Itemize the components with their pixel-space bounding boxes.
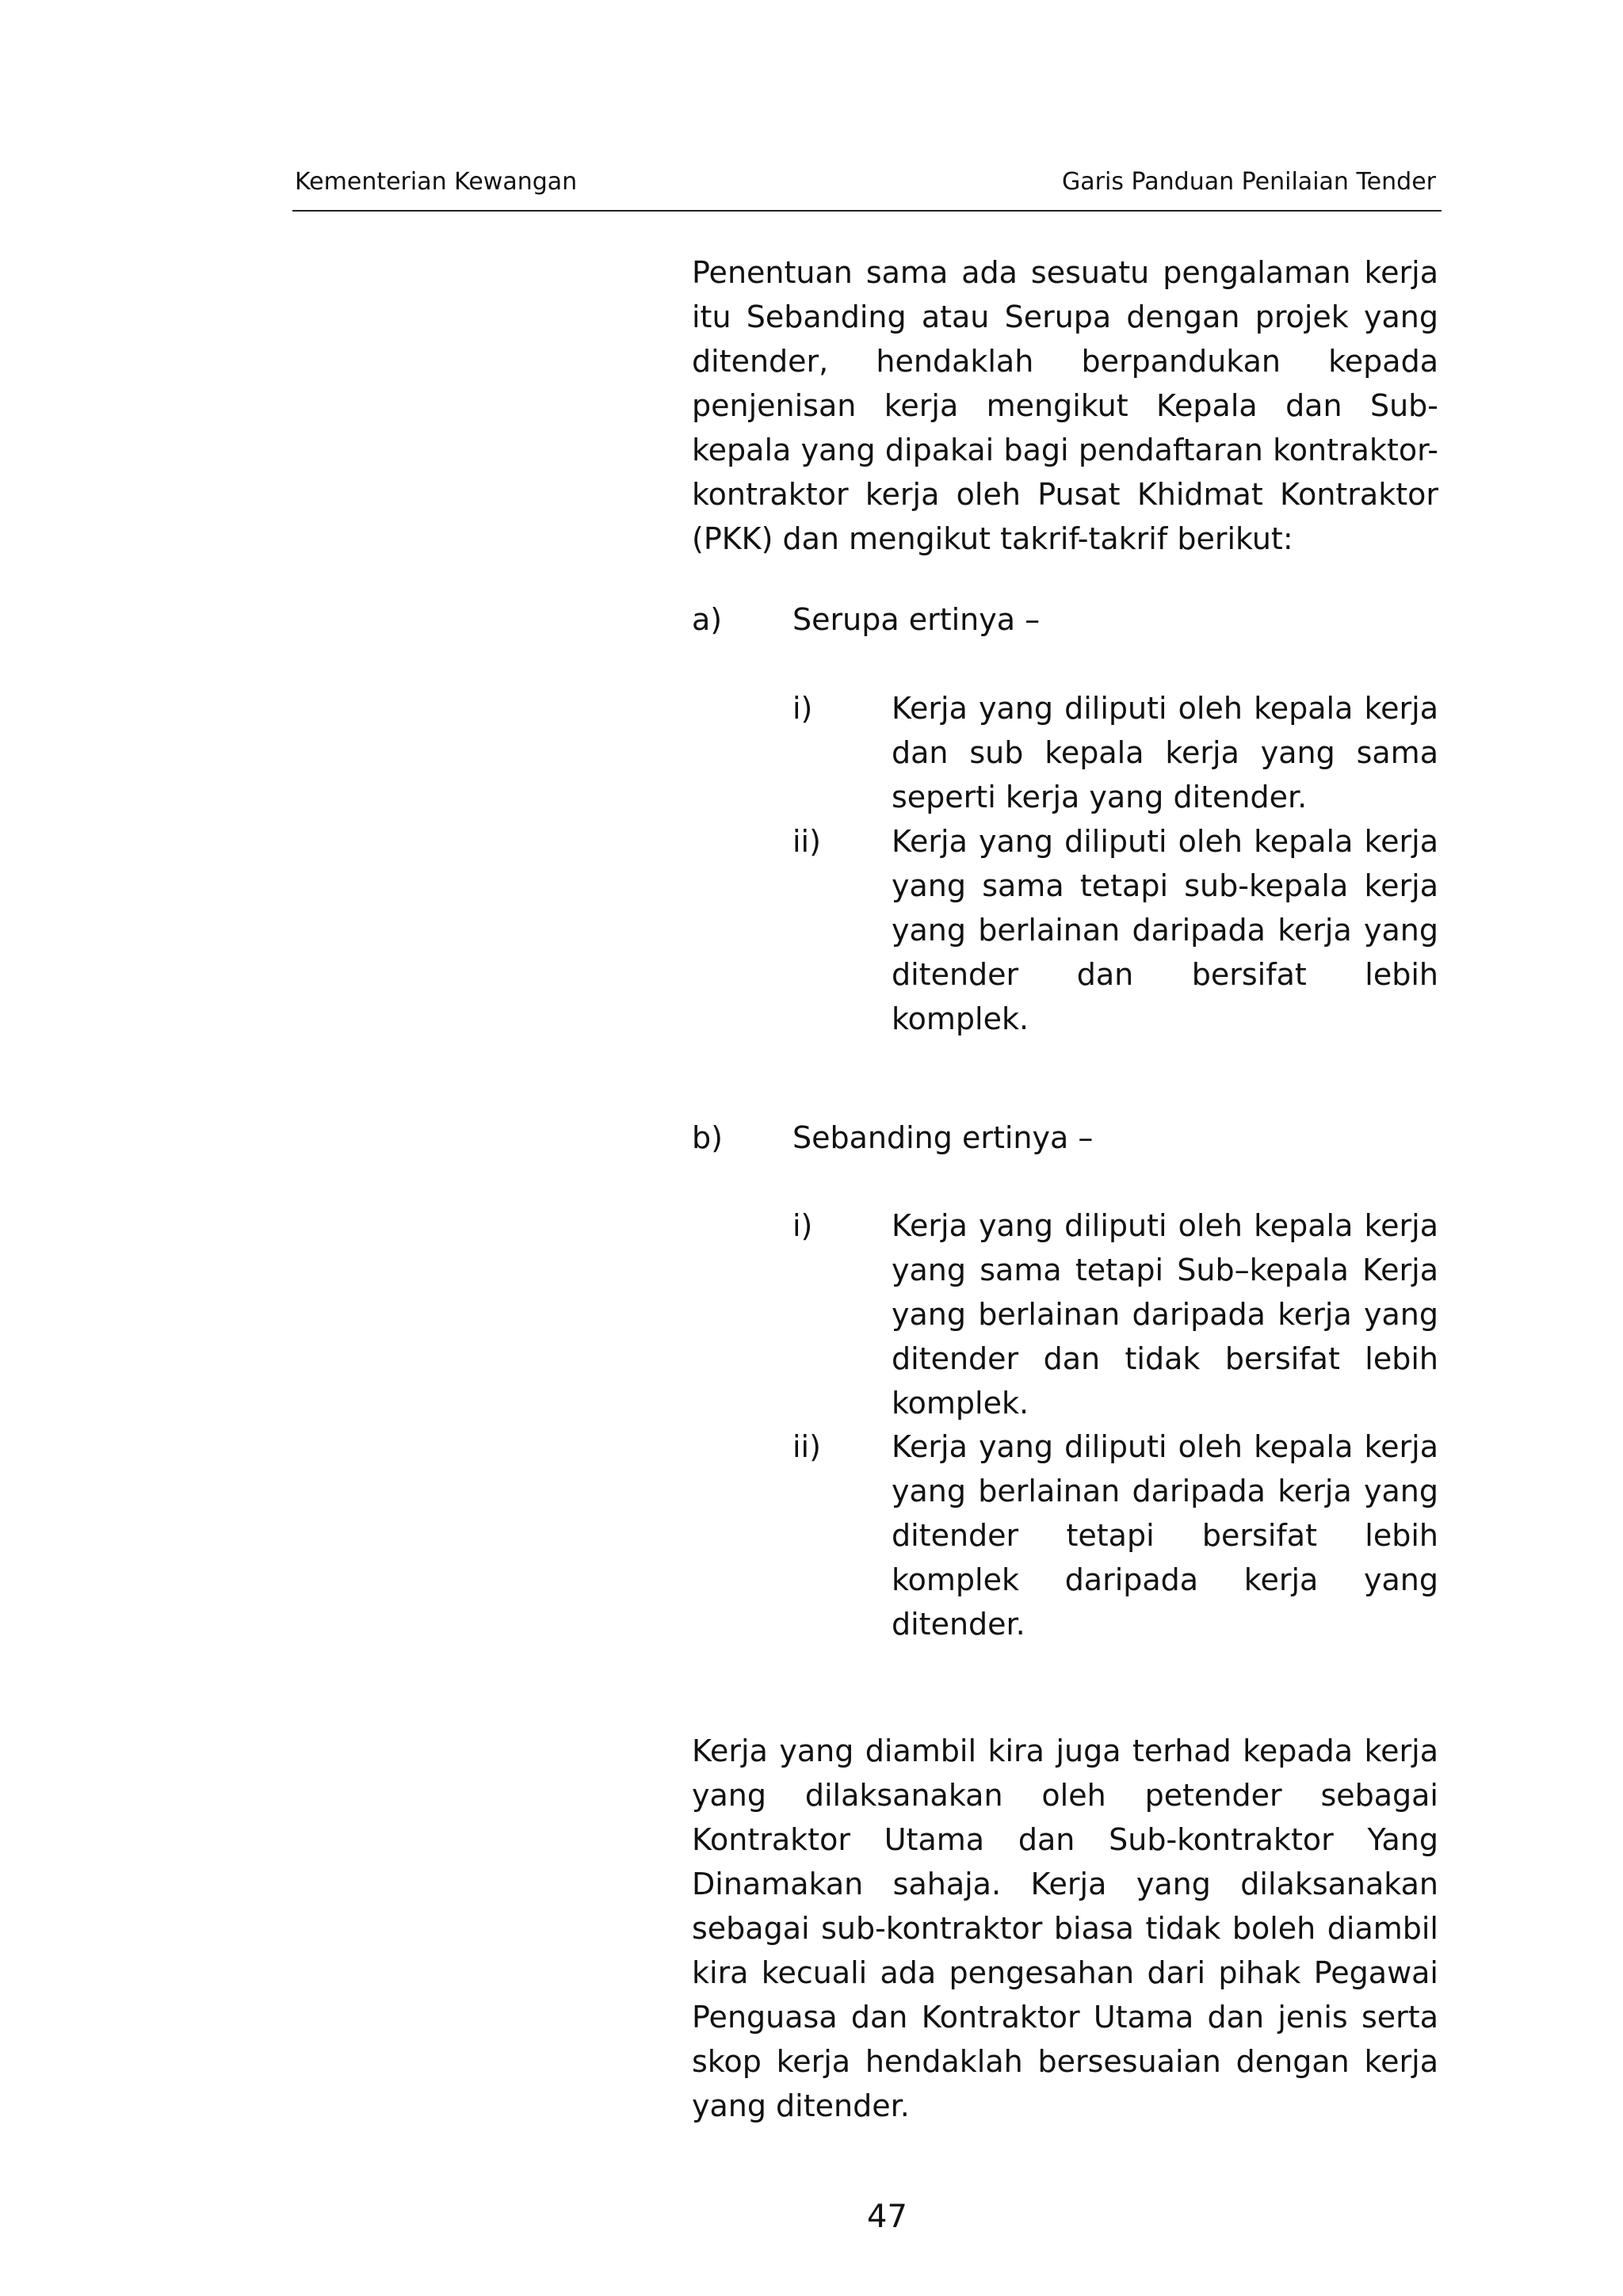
header-rule <box>292 210 1442 212</box>
text-line: ditender, hendaklah berpandukan kepada <box>692 344 1438 379</box>
text-line: Kerja yang diliputi oleh kepala kerja <box>892 1429 1438 1464</box>
text-line: Kerja yang diliputi oleh kepala kerja <box>892 824 1438 859</box>
closing-paragraph <box>692 1729 1438 2128</box>
text-line: penjenisan kerja mengikut Kepala dan Sub- <box>692 388 1438 423</box>
header-left: Kementerian Kewangan <box>295 168 578 196</box>
text-line: Kontraktor Utama dan Sub-kontraktor Yang <box>692 1822 1438 1857</box>
text-line: yang dilaksanakan oleh petender sebagai <box>692 1778 1438 1813</box>
text-line: seperti kerja yang ditender. <box>892 780 1308 814</box>
text-line: sebagai sub-kontraktor biasa tidak boleh diambil <box>692 1911 1438 1946</box>
text-line: Penentuan sama ada sesuatu pengalaman kerja <box>692 255 1438 290</box>
text-line: kepala yang dipakai bagi pendaftaran kontraktor- <box>692 433 1438 467</box>
item-a-i-text <box>892 686 1438 819</box>
text-line: Penguasa dan Kontraktor Utama dan jenis serta <box>692 2000 1438 2035</box>
item-a-i-marker: i) <box>792 691 813 726</box>
intro-paragraph <box>692 250 1438 561</box>
text-line: yang berlainan daripada kerja yang <box>892 1474 1438 1508</box>
item-b-i-marker: i) <box>792 1208 813 1243</box>
text-line: Kerja yang diliputi oleh kepala kerja <box>892 691 1438 726</box>
text-line: ditender dan bersifat lebih <box>892 957 1438 992</box>
item-b-ii-marker: ii) <box>792 1429 821 1464</box>
text-line: yang sama tetapi sub-kepala kerja <box>892 868 1438 903</box>
text-line: skop kerja hendaklah bersesuaian dengan kerja <box>692 2044 1438 2079</box>
item-a-title: Serupa ertinya – <box>792 602 1041 637</box>
text-line: yang sama tetapi Sub–kepala Kerja <box>892 1253 1438 1287</box>
text-line: Kerja yang diliputi oleh kepala kerja <box>892 1208 1438 1243</box>
item-b-marker: b) <box>692 1120 723 1155</box>
text-line: yang berlainan daripada kerja yang <box>892 913 1438 948</box>
text-line: dan sub kepala kerja yang sama <box>892 735 1438 770</box>
text-line: (PKK) dan mengikut takrif-takrif berikut: <box>692 521 1293 556</box>
text-line: yang ditender. <box>692 2088 910 2123</box>
item-a-ii-marker: ii) <box>792 824 821 859</box>
text-line: kontraktor kerja oleh Pusat Khidmat Kontraktor <box>692 477 1438 512</box>
text-line: yang berlainan daripada kerja yang <box>892 1297 1438 1332</box>
text-line: Dinamakan sahaja. Kerja yang dilaksanakan <box>692 1867 1438 1901</box>
text-line: ditender tetapi bersifat lebih <box>892 1518 1438 1553</box>
item-b-ii-text <box>892 1425 1438 1646</box>
item-a-marker: a) <box>692 602 723 637</box>
text-line: komplek. <box>892 1386 1029 1421</box>
text-line: itu Sebanding atau Serupa dengan projek yang <box>692 299 1438 334</box>
text-line: komplek. <box>892 1001 1029 1036</box>
item-b-i-text <box>892 1203 1438 1425</box>
text-line: Kerja yang diambil kira juga terhad kepada kerja <box>692 1733 1438 1768</box>
text-line: ditender. <box>892 1607 1025 1642</box>
item-b-title: Sebanding ertinya – <box>792 1120 1094 1155</box>
text-line: komplek daripada kerja yang <box>892 1562 1438 1597</box>
header-right: Garis Panduan Penilaian Tender <box>1062 168 1436 196</box>
text-line: ditender dan tidak bersifat lebih <box>892 1341 1438 1376</box>
text-line: kira kecuali ada pengesahan dari pihak Pegawai <box>692 1955 1438 1990</box>
page-number: 47 <box>867 2199 907 2235</box>
item-a-ii-text <box>892 819 1438 1041</box>
